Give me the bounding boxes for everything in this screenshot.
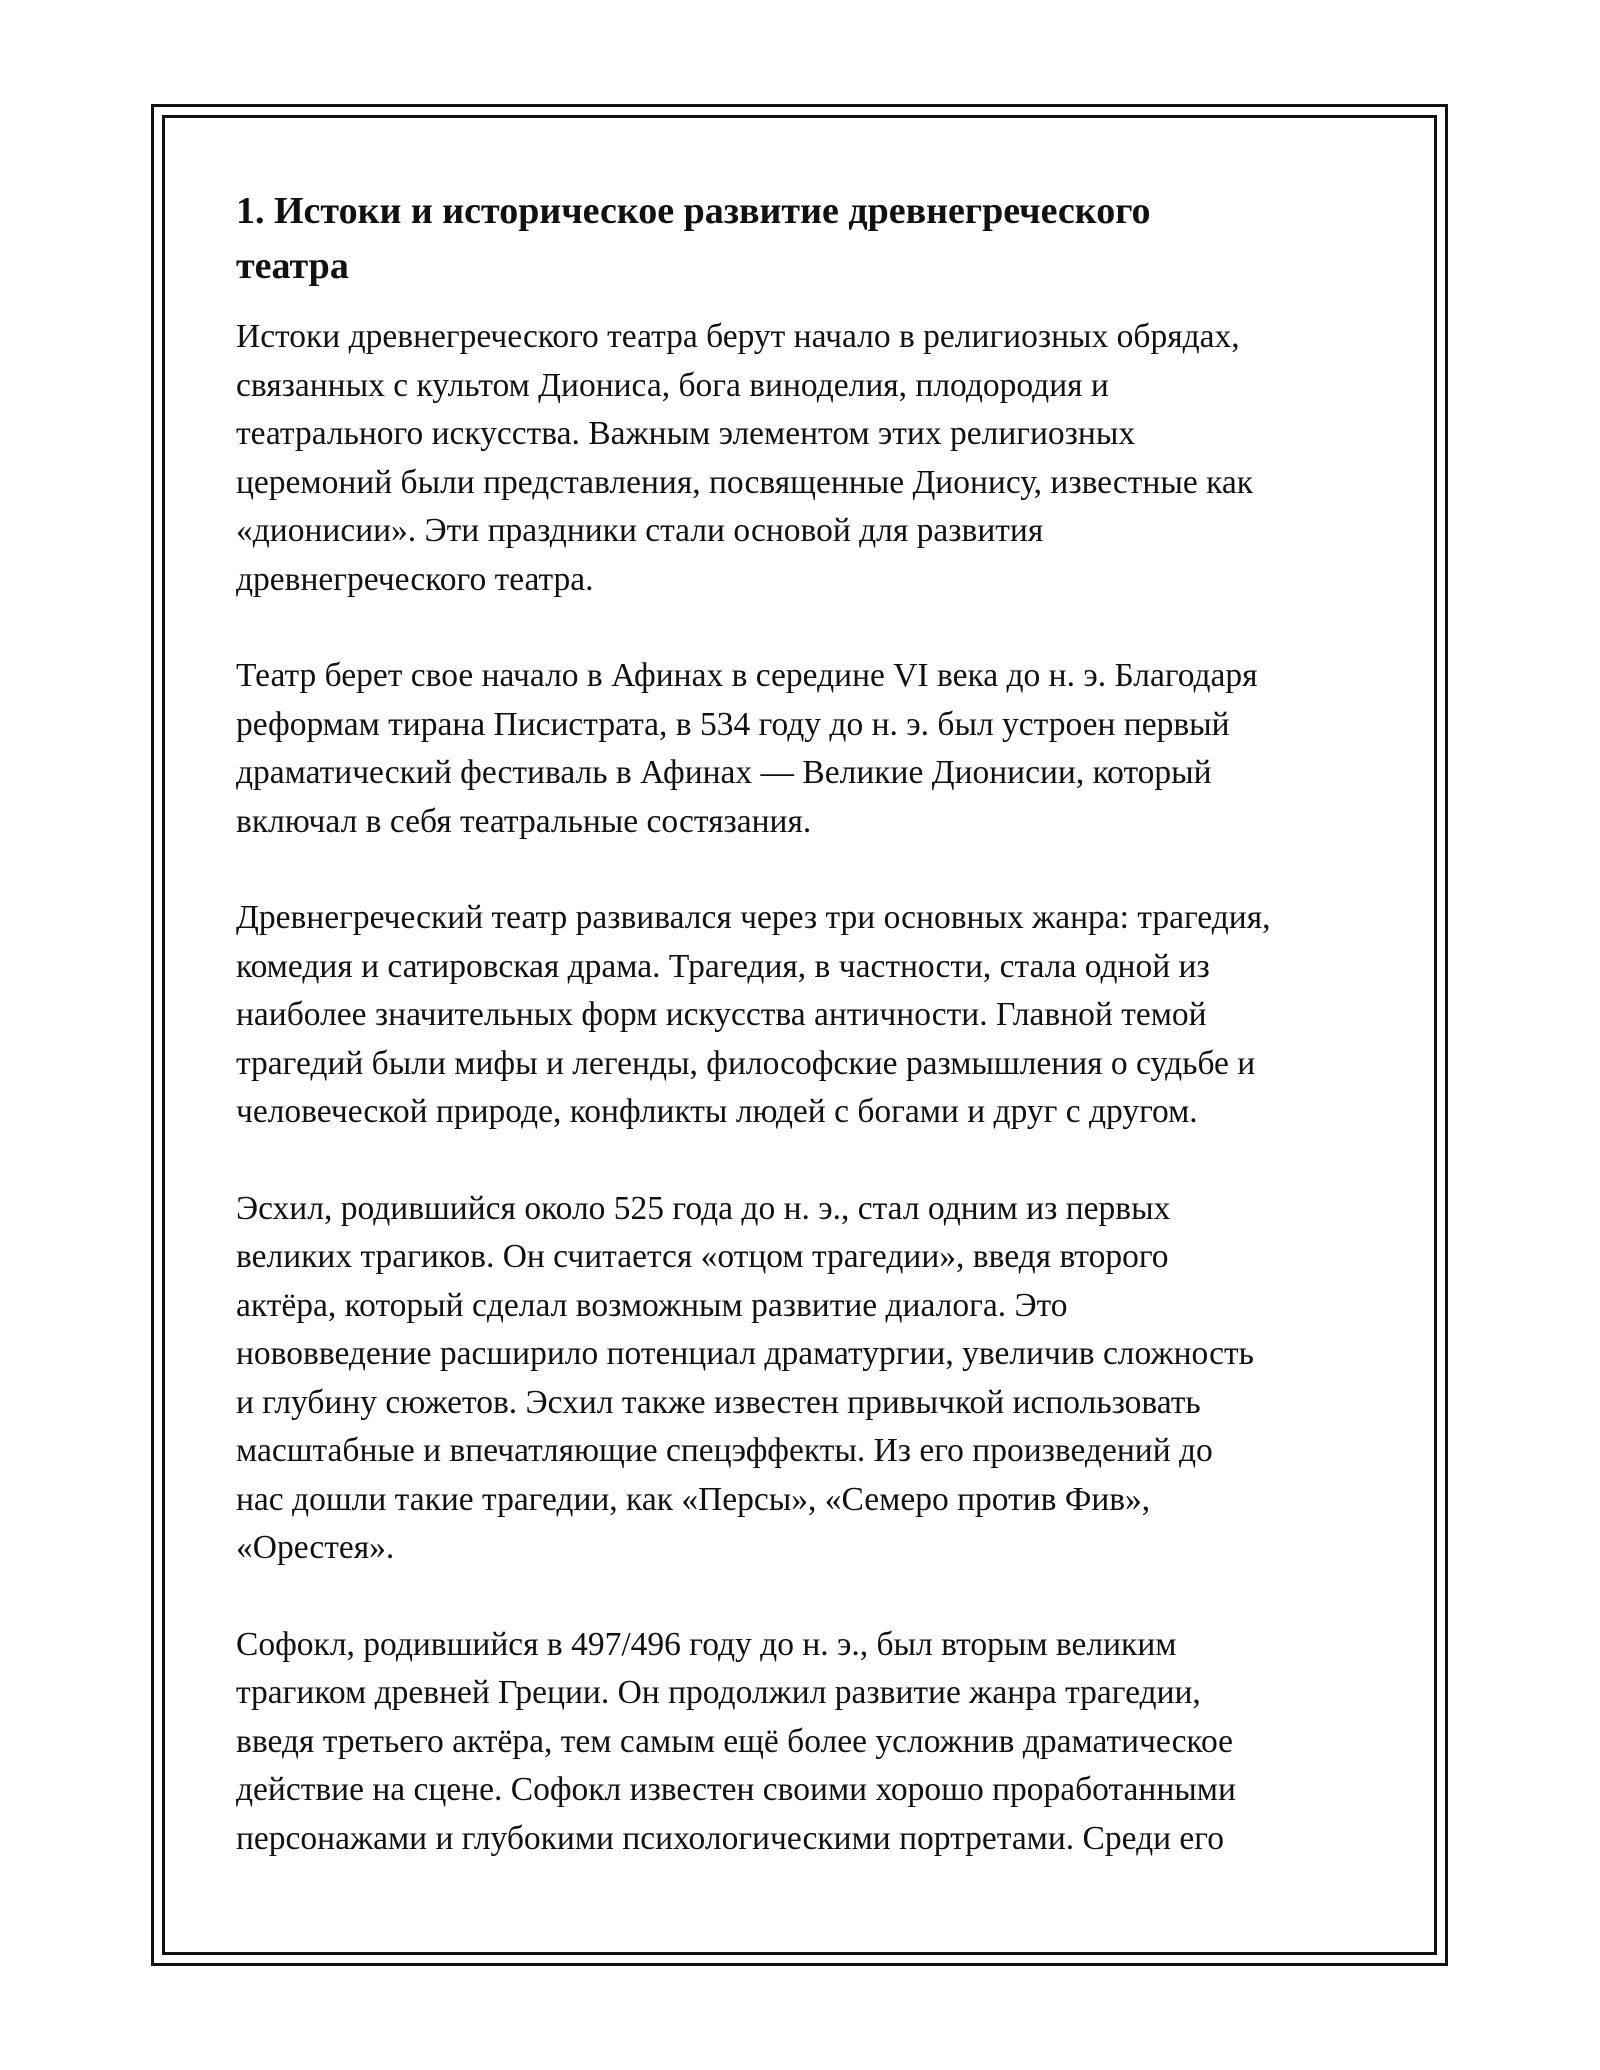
paragraph-genres <box>236 894 1386 1137</box>
text-line: наиболее значительных форм искусства античности. Главной темой <box>236 996 1207 1033</box>
heading-line: театра <box>236 245 349 287</box>
text-line: связанных с культом Диониса, бога виноделия, плодородия и <box>236 366 1109 404</box>
text-line: актёра, который сделал возможным развитие диалога. Это <box>236 1286 1068 1324</box>
text-line: включал в себя театральные состязания. <box>236 802 812 840</box>
paragraph-sophocles <box>236 1621 1386 1864</box>
text-line: трагиком древней Греции. Он продолжил развитие жанра трагедии, <box>236 1674 1201 1711</box>
text-line: Софокл, родившийся в 497/496 году до н. э., был вторым великим <box>236 1625 1177 1663</box>
paragraph-origins <box>236 313 1386 604</box>
section-heading <box>236 184 1296 294</box>
text-line: персонажами и глубокими психологическими портретами. Среди его <box>236 1819 1224 1857</box>
text-line: нас дошли такие трагедии, как «Персы», «Семеро против Фив», <box>236 1480 1151 1518</box>
paragraph-aeschylus <box>236 1185 1386 1573</box>
text-line: масштабные и впечатляющие спецэффекты. Из его произведений до <box>236 1432 1213 1469</box>
text-line: нововведение расширило потенциал драматургии, увеличив сложность <box>236 1335 1254 1372</box>
text-line: и глубину сюжетов. Эсхил также известен привычкой использовать <box>236 1383 1201 1421</box>
text-line: драматический фестиваль в Афинах — Великие Дионисии, который <box>236 754 1212 791</box>
text-line: Истоки древнегреческого театра берут начало в религиозных обрядах, <box>236 318 1240 355</box>
text-line: человеческой природе, конфликты людей с богами и друг с другом. <box>236 1093 1198 1130</box>
text-line: «Орестея». <box>236 1529 395 1566</box>
text-line: «дионисии». Эти праздники стали основой для развития <box>236 512 1044 549</box>
text-line: великих трагиков. Он считается «отцом трагедии», введя второго <box>236 1238 1169 1275</box>
body-text <box>236 313 1386 1863</box>
document-content <box>236 184 1386 1911</box>
text-line: Древнегреческий театр развивался через три основных жанра: трагедия, <box>236 899 1271 936</box>
text-line: Эсхил, родившийся около 525 года до н. э., стал одним из первых <box>236 1189 1171 1227</box>
text-line: театрального искусства. Важным элементом этих религиозных <box>236 415 1136 452</box>
text-line: древнегреческого театра. <box>236 560 594 598</box>
text-line: реформам тирана Писистрата, в 534 году до н. э. был устроен первый <box>236 705 1230 743</box>
text-line: трагедий были мифы и легенды, философские размышления о судьбе и <box>236 1044 1256 1082</box>
heading-line: 1. Истоки и историческое развитие древнегреческого <box>236 190 1151 232</box>
paragraph-athens <box>236 652 1386 846</box>
text-line: Театр берет свое начало в Афинах в середине VI века до н. э. Благодаря <box>236 657 1258 694</box>
text-line: церемоний были представления, посвященные Дионису, известные как <box>236 463 1253 501</box>
text-line: введя третьего актёра, тем самым ещё более усложнив драматическое <box>236 1722 1234 1760</box>
text-line: комедия и сатировская драма. Трагедия, в частности, стала одной из <box>236 947 1210 985</box>
text-line: действие на сцене. Софокл известен своими хорошо проработанными <box>236 1771 1236 1808</box>
